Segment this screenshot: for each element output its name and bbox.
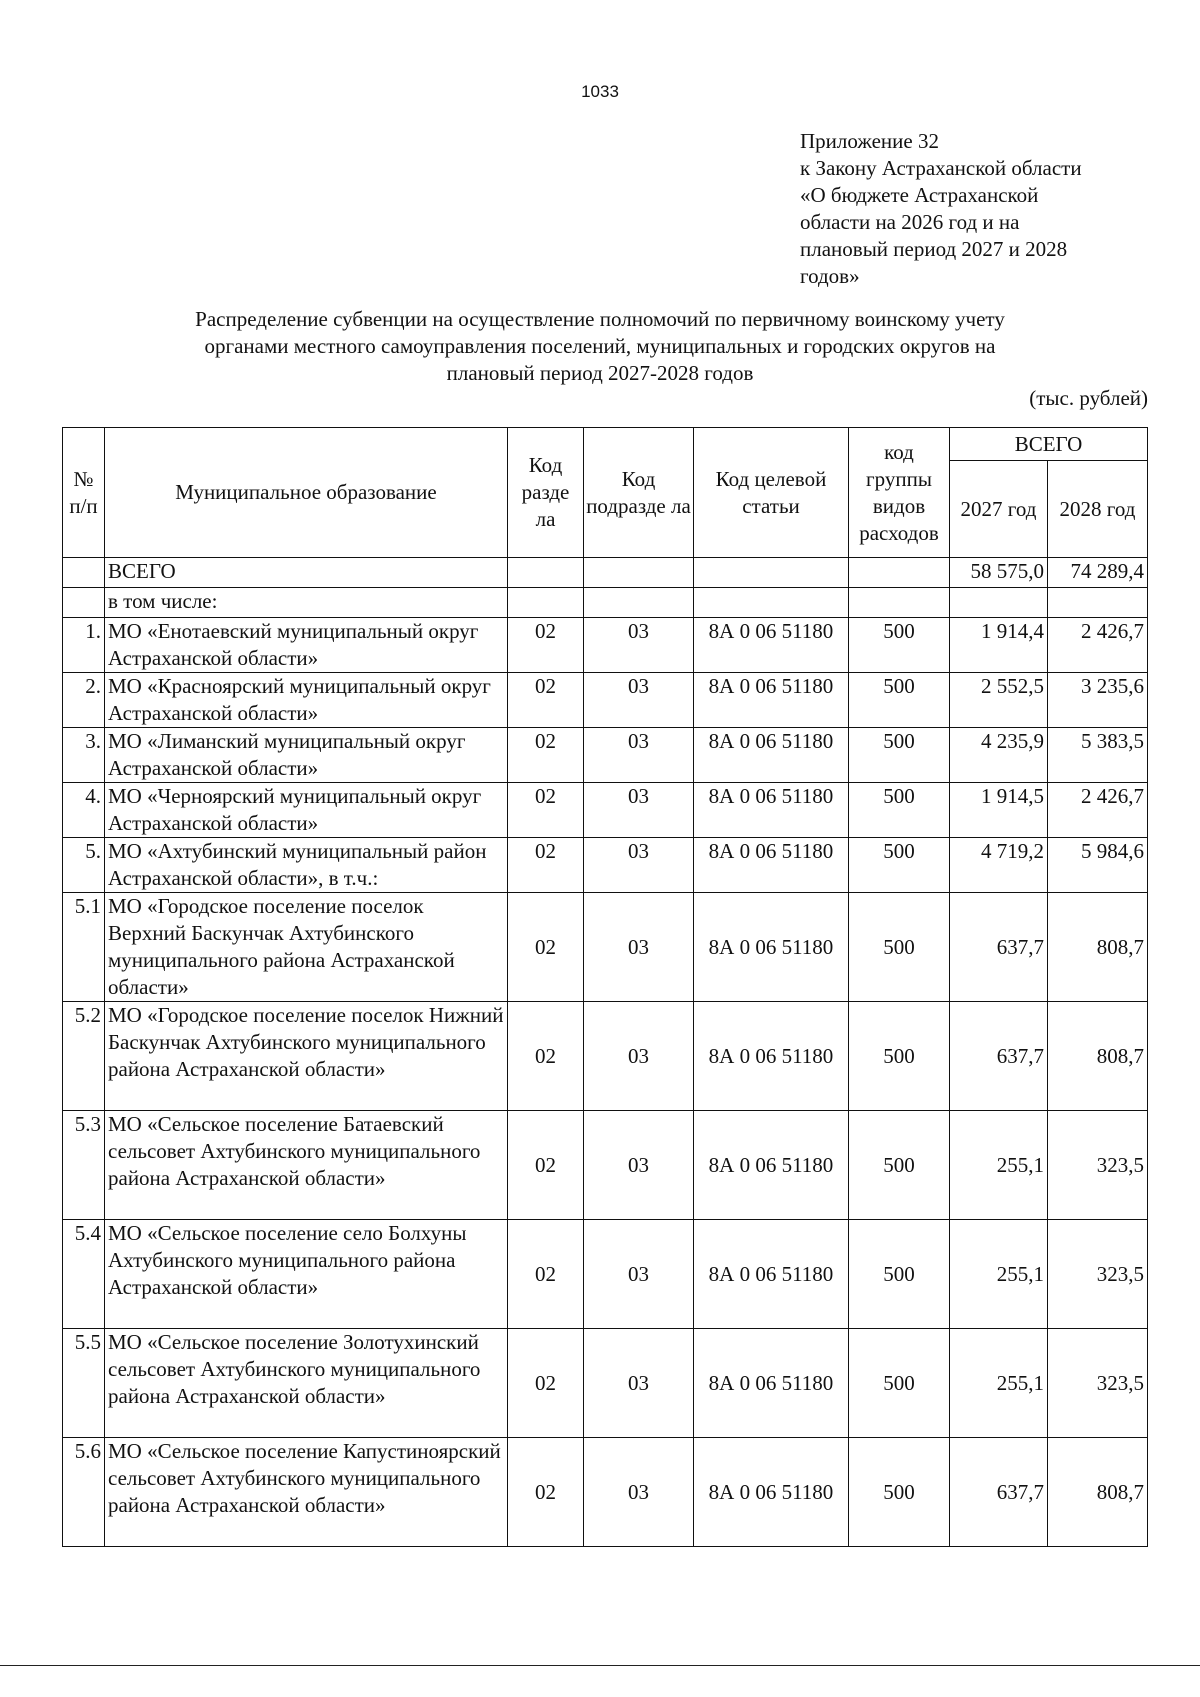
row-group: 500	[849, 1438, 950, 1547]
row-section: 02	[508, 1111, 584, 1220]
row-2027: 255,1	[950, 1220, 1048, 1329]
row-subsection: 03	[584, 1438, 694, 1547]
appendix-note	[800, 128, 1140, 290]
row-target: 8А 0 06 51180	[694, 1438, 849, 1547]
row-2028: 808,7	[1048, 1002, 1148, 1111]
row-name: МО «Черноярский муниципальный округ Астраханской области»	[105, 783, 508, 838]
header-section: Код разде ла	[508, 428, 584, 558]
title-line: органами местного самоуправления поселений, муниципальных и городских округов на	[204, 334, 996, 358]
row-group: 500	[849, 838, 950, 893]
row-2027: 1 914,5	[950, 783, 1048, 838]
row-num: 5.	[63, 838, 105, 893]
row-num: 5.1	[63, 893, 105, 1002]
row-subsection: 03	[584, 618, 694, 673]
row-subsection: 03	[584, 673, 694, 728]
including-row	[63, 588, 1148, 618]
subvention-table	[62, 427, 1148, 1547]
row-name: МО «Городское поселение поселок Нижний Баскунчак Ахтубинского муниципального района Астраханской области»	[105, 1002, 508, 1111]
row-name: МО «Сельское поселение Золотухинский сельсовет Ахтубинского муниципального района Астраханской области»	[105, 1329, 508, 1438]
table-row	[63, 673, 1148, 728]
row-num: 1.	[63, 618, 105, 673]
row-num: 5.2	[63, 1002, 105, 1111]
row-section: 02	[508, 1220, 584, 1329]
row-name: МО «Сельское поселение Капустиноярский сельсовет Ахтубинского муниципального района Астраханской области»	[105, 1438, 508, 1547]
table-row	[63, 1438, 1148, 1547]
total-2028: 74 289,4	[1048, 558, 1148, 588]
row-group: 500	[849, 1220, 950, 1329]
row-target: 8А 0 06 51180	[694, 1002, 849, 1111]
row-num: 5.6	[63, 1438, 105, 1547]
row-section: 02	[508, 1002, 584, 1111]
row-target: 8А 0 06 51180	[694, 1220, 849, 1329]
row-target: 8А 0 06 51180	[694, 1111, 849, 1220]
table-row	[63, 838, 1148, 893]
row-target: 8А 0 06 51180	[694, 618, 849, 673]
row-name: МО «Сельское поселение село Болхуны Ахтубинского муниципального района Астраханской области»	[105, 1220, 508, 1329]
title-line: плановый период 2027-2028 годов	[446, 361, 754, 385]
table-row	[63, 783, 1148, 838]
row-subsection: 03	[584, 728, 694, 783]
appendix-line: области на 2026 год и на	[800, 210, 1020, 234]
row-2027: 637,7	[950, 1438, 1048, 1547]
row-subsection: 03	[584, 783, 694, 838]
row-target: 8А 0 06 51180	[694, 1329, 849, 1438]
row-2027: 4 235,9	[950, 728, 1048, 783]
row-num: 2.	[63, 673, 105, 728]
total-row	[63, 558, 1148, 588]
row-num: 4.	[63, 783, 105, 838]
row-group: 500	[849, 673, 950, 728]
row-subsection: 03	[584, 1329, 694, 1438]
row-2027: 2 552,5	[950, 673, 1048, 728]
row-subsection: 03	[584, 893, 694, 1002]
row-2028: 323,5	[1048, 1111, 1148, 1220]
table-row	[63, 893, 1148, 1002]
row-section: 02	[508, 783, 584, 838]
row-2027: 1 914,4	[950, 618, 1048, 673]
header-total-group: ВСЕГО	[950, 428, 1148, 461]
total-2027: 58 575,0	[950, 558, 1048, 588]
row-name: МО «Городское поселение поселок Верхний Баскунчак Ахтубинского муниципального района Астраханской области»	[105, 893, 508, 1002]
row-2028: 2 426,7	[1048, 783, 1148, 838]
row-2028: 2 426,7	[1048, 618, 1148, 673]
row-2028: 808,7	[1048, 1438, 1148, 1547]
appendix-line: Приложение 32	[800, 129, 939, 153]
row-subsection: 03	[584, 1002, 694, 1111]
row-group: 500	[849, 783, 950, 838]
header-year-2027: 2027 год	[950, 461, 1048, 558]
row-num: 3.	[63, 728, 105, 783]
title-line: Распределение субвенции на осуществление полномочий по первичному воинскому учету	[195, 307, 1005, 331]
row-2027: 255,1	[950, 1329, 1048, 1438]
row-2028: 5 383,5	[1048, 728, 1148, 783]
row-2028: 808,7	[1048, 893, 1148, 1002]
row-2028: 5 984,6	[1048, 838, 1148, 893]
row-2027: 255,1	[950, 1111, 1048, 1220]
header-num: № п/п	[63, 428, 105, 558]
row-num: 5.3	[63, 1111, 105, 1220]
total-label: ВСЕГО	[105, 558, 508, 588]
header-name: Муниципальное образование	[105, 428, 508, 558]
row-target: 8А 0 06 51180	[694, 838, 849, 893]
row-target: 8А 0 06 51180	[694, 783, 849, 838]
page-number: 1033	[581, 82, 619, 101]
row-group: 500	[849, 1002, 950, 1111]
including-label: в том числе:	[105, 588, 508, 618]
appendix-line: к Закону Астраханской области	[800, 156, 1082, 180]
appendix-line: годов»	[800, 264, 860, 288]
row-2028: 323,5	[1048, 1220, 1148, 1329]
row-target: 8А 0 06 51180	[694, 673, 849, 728]
appendix-line: плановый период 2027 и 2028	[800, 237, 1068, 261]
table-row	[63, 1002, 1148, 1111]
row-section: 02	[508, 618, 584, 673]
table-row	[63, 618, 1148, 673]
row-name: МО «Енотаевский муниципальный округ Астраханской области»	[105, 618, 508, 673]
row-target: 8А 0 06 51180	[694, 893, 849, 1002]
table-row	[63, 1220, 1148, 1329]
row-group: 500	[849, 1329, 950, 1438]
units-label: (тыс. рублей)	[1029, 386, 1148, 410]
row-section: 02	[508, 1438, 584, 1547]
row-name: МО «Ахтубинский муниципальный район Астраханской области», в т.ч.:	[105, 838, 508, 893]
row-group: 500	[849, 1111, 950, 1220]
table-row	[63, 1329, 1148, 1438]
row-num: 5.4	[63, 1220, 105, 1329]
row-group: 500	[849, 893, 950, 1002]
row-subsection: 03	[584, 1111, 694, 1220]
row-section: 02	[508, 1329, 584, 1438]
row-name: МО «Сельское поселение Батаевский сельсовет Ахтубинского муниципального района Астраханской области»	[105, 1111, 508, 1220]
row-2028: 323,5	[1048, 1329, 1148, 1438]
document-title	[100, 306, 1100, 387]
header-target: Код целевой статьи	[694, 428, 849, 558]
appendix-line: «О бюджете Астраханской	[800, 183, 1039, 207]
row-group: 500	[849, 728, 950, 783]
row-target: 8А 0 06 51180	[694, 728, 849, 783]
row-2027: 4 719,2	[950, 838, 1048, 893]
header-group: код группы видов расходов	[849, 428, 950, 558]
row-section: 02	[508, 673, 584, 728]
page-bottom-rule	[0, 1665, 1200, 1666]
table-row	[63, 1111, 1148, 1220]
row-2028: 3 235,6	[1048, 673, 1148, 728]
row-subsection: 03	[584, 838, 694, 893]
row-section: 02	[508, 838, 584, 893]
header-year-2028: 2028 год	[1048, 461, 1148, 558]
row-group: 500	[849, 618, 950, 673]
row-num: 5.5	[63, 1329, 105, 1438]
header-subsection: Код подразде ла	[584, 428, 694, 558]
row-section: 02	[508, 728, 584, 783]
row-subsection: 03	[584, 1220, 694, 1329]
row-2027: 637,7	[950, 1002, 1048, 1111]
table-row	[63, 728, 1148, 783]
row-name: МО «Лиманский муниципальный округ Астраханской области»	[105, 728, 508, 783]
row-2027: 637,7	[950, 893, 1048, 1002]
row-section: 02	[508, 893, 584, 1002]
row-name: МО «Красноярский муниципальный округ Астраханской области»	[105, 673, 508, 728]
